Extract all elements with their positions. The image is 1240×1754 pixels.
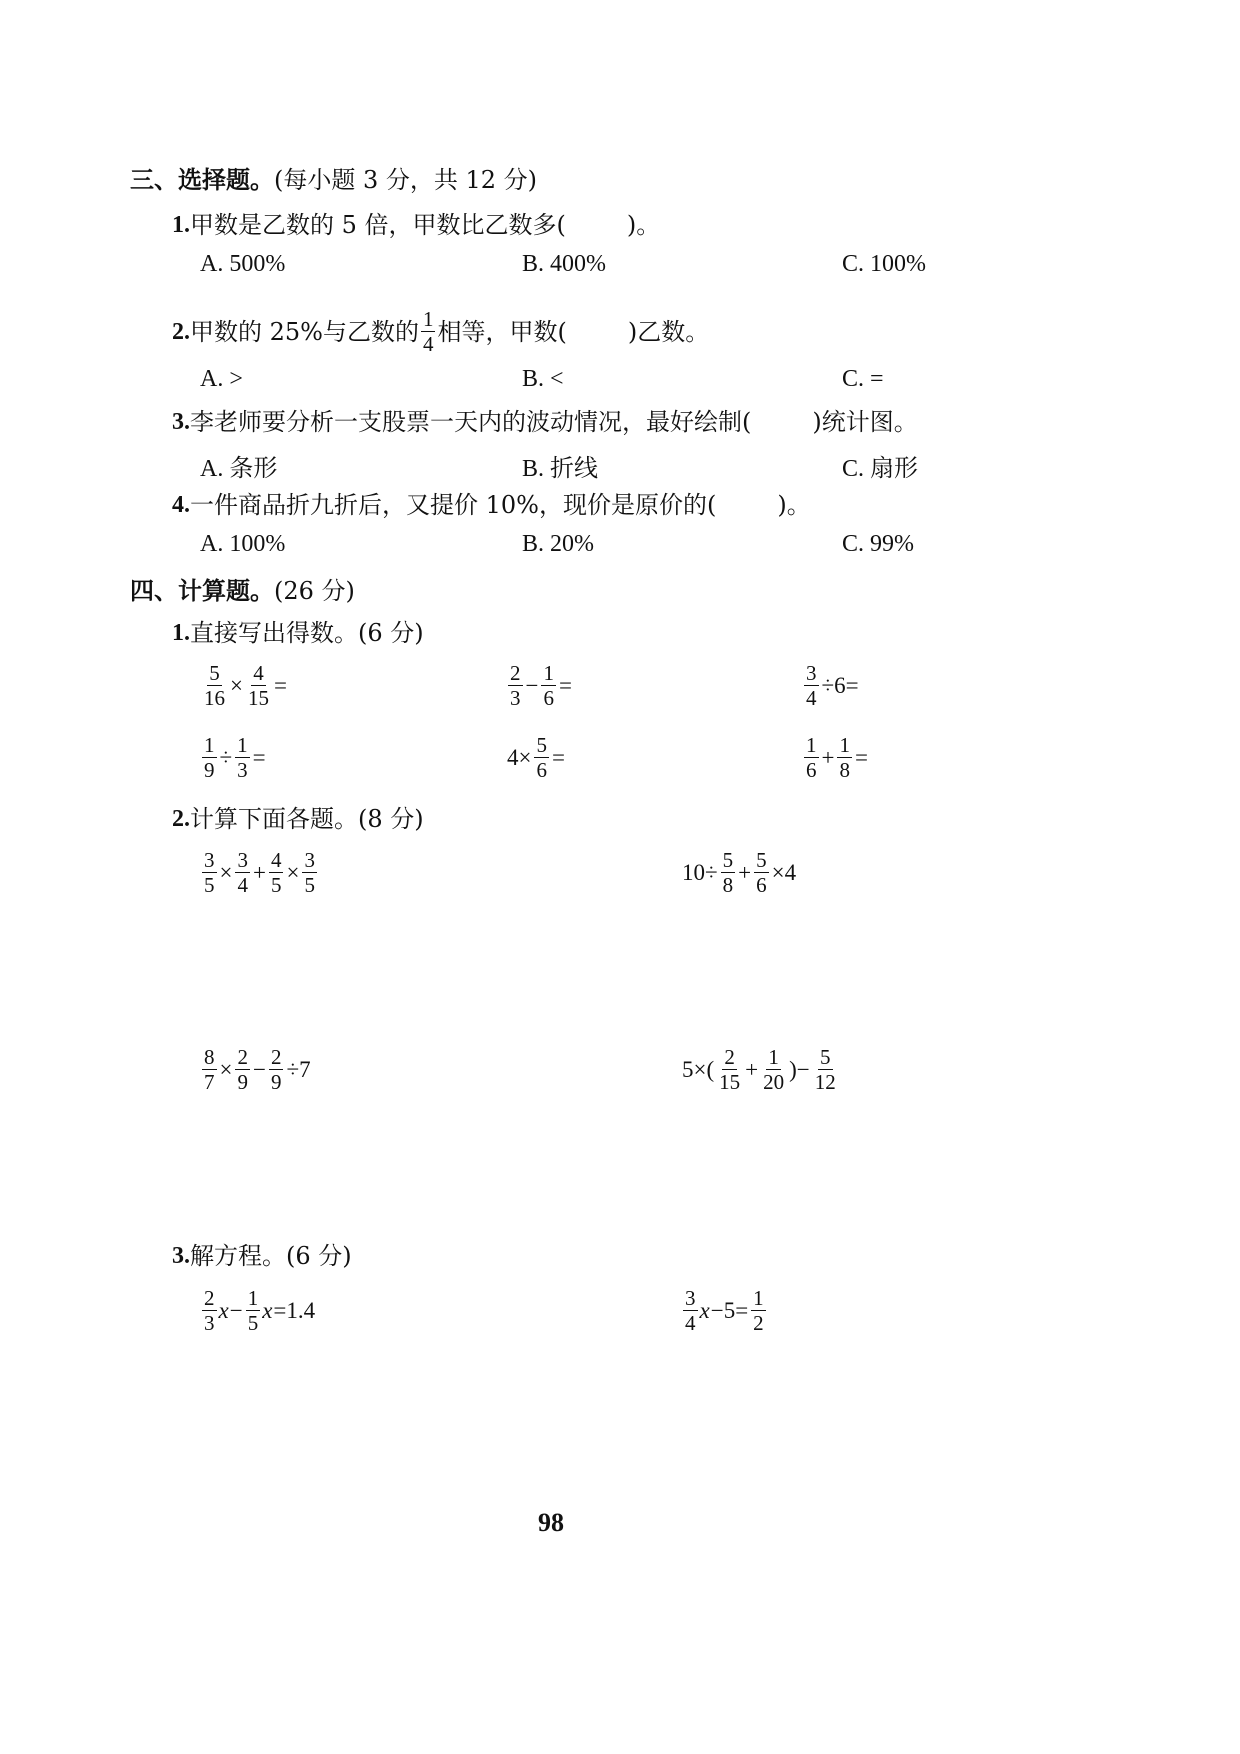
denominator: 9	[270, 1070, 282, 1094]
denominator: 5	[270, 873, 282, 897]
variable: x	[262, 1297, 273, 1323]
question-number: 3.	[172, 409, 190, 435]
sub1-expression	[506, 733, 566, 782]
numerator: 2	[510, 661, 521, 685]
denominator: 5	[204, 873, 215, 897]
numerator: 4	[270, 848, 282, 872]
numerator: 1	[768, 1045, 779, 1069]
expression-text: =	[273, 672, 287, 698]
option-a: A. 100%	[200, 531, 286, 557]
denominator: 3	[510, 686, 521, 710]
section3-heading	[130, 165, 537, 195]
sub2-title	[172, 804, 424, 834]
sub3-expression	[681, 1286, 768, 1335]
numerator: 1	[839, 733, 850, 757]
denominator: 7	[204, 1070, 215, 1094]
sub1-expression	[802, 733, 869, 782]
numerator: 2	[724, 1045, 735, 1069]
fraction	[246, 1286, 261, 1335]
option-b: B. 20%	[522, 531, 594, 557]
numerator: 1	[806, 733, 817, 757]
fraction	[269, 1045, 284, 1094]
denominator: 4	[237, 873, 248, 897]
fraction	[761, 1045, 786, 1094]
denominator: 3	[237, 758, 248, 782]
fraction	[751, 1286, 766, 1335]
fraction	[804, 661, 819, 710]
option-b: B. 折线	[522, 456, 599, 482]
fraction	[202, 733, 217, 782]
expression-text: +	[252, 859, 266, 885]
fraction	[246, 661, 271, 710]
numerator: 5	[820, 1045, 831, 1069]
denominator: 8	[722, 873, 734, 897]
numerator: 8	[204, 1045, 215, 1069]
expression-text: =	[854, 744, 868, 770]
question-3	[172, 407, 918, 437]
expression-text: ×	[286, 859, 300, 885]
fraction	[302, 848, 317, 897]
question-text	[190, 407, 918, 437]
question-number: 1.	[172, 212, 190, 238]
denominator: 6	[543, 686, 554, 710]
sub1-expression	[506, 661, 573, 710]
sub2-expression	[200, 1045, 312, 1094]
expression-text: ÷	[219, 744, 233, 770]
expression-text: 相等，甲数( )乙数。	[437, 317, 710, 346]
expression-text: 甲数的 25%与乙数的	[190, 317, 419, 346]
fraction	[508, 661, 523, 710]
expression-text: ÷6=	[821, 672, 859, 698]
question-text	[190, 307, 709, 356]
expression-text: 一件商品折九折后，又提价 10%，现价是原价的( )。	[190, 491, 811, 519]
expression-text: +	[821, 744, 835, 770]
numerator: 3	[304, 848, 315, 872]
section-title: 三、选择题。	[130, 165, 274, 194]
variable: x	[699, 1297, 710, 1323]
sub1-expression	[200, 661, 288, 710]
denominator: 6	[536, 758, 547, 782]
expression-text: 5×(	[682, 1056, 715, 1082]
denominator: 8	[839, 758, 850, 782]
question-4	[172, 490, 811, 520]
fraction	[202, 848, 217, 897]
expression-text: −5=	[710, 1297, 749, 1323]
sub2-expression	[200, 848, 319, 897]
sub-number: 1.	[172, 620, 190, 646]
sub-title: 解方程。(6 分)	[190, 1242, 352, 1270]
sub-number: 3.	[172, 1243, 190, 1269]
expression-text: −	[525, 672, 539, 698]
numerator: 1	[237, 733, 248, 757]
sub1-expression	[802, 661, 860, 710]
option-b: B. 400%	[522, 251, 606, 277]
sub-title: 直接写出得数。(6 分)	[190, 619, 424, 647]
expression-text: ×	[219, 1056, 233, 1082]
expression-text: =	[551, 744, 565, 770]
denominator: 4	[422, 332, 434, 356]
expression-text: +	[745, 1056, 759, 1082]
sub2-expression	[681, 1045, 840, 1094]
fraction	[235, 733, 250, 782]
fraction	[813, 1045, 838, 1094]
numerator: 5	[756, 848, 767, 872]
section4-heading	[130, 576, 355, 606]
sub-number: 2.	[172, 806, 190, 832]
numerator: 3	[806, 661, 817, 685]
question-1	[172, 210, 660, 240]
denominator: 3	[204, 1311, 215, 1335]
denominator: 20	[763, 1070, 785, 1094]
numerator: 2	[237, 1045, 248, 1069]
numerator: 1	[247, 1286, 259, 1310]
option-a: A. 条形	[200, 456, 278, 482]
question-number: 4.	[172, 492, 190, 518]
numerator: 3	[204, 848, 215, 872]
denominator: 6	[756, 873, 767, 897]
numerator: 1	[753, 1286, 764, 1310]
sub3-expression	[200, 1286, 316, 1335]
sub-title: 计算下面各题。(8 分)	[190, 805, 424, 833]
numerator: 4	[253, 661, 264, 685]
fraction	[534, 733, 549, 782]
expression-text: ÷7	[286, 1056, 311, 1082]
sub2-expression	[681, 848, 797, 897]
fraction	[202, 1286, 217, 1335]
denominator: 9	[204, 758, 215, 782]
numerator: 3	[685, 1286, 696, 1310]
expression-text: −	[252, 1056, 266, 1082]
numerator: 1	[422, 307, 434, 331]
option-a: A. 500%	[200, 251, 286, 277]
fraction	[837, 733, 852, 782]
numerator: 5	[209, 661, 220, 685]
fraction	[717, 1045, 742, 1094]
fraction	[683, 1286, 698, 1335]
variable: x	[218, 1297, 229, 1323]
fraction	[202, 661, 227, 710]
denominator: 5	[247, 1311, 259, 1335]
expression-text: 甲数是乙数的 5 倍，甲数比乙数多( )。	[190, 211, 661, 239]
question-number: 2.	[172, 318, 190, 345]
question-2	[172, 307, 709, 356]
option-c: C. 100%	[842, 251, 926, 277]
question-text	[190, 210, 660, 240]
denominator: 2	[753, 1311, 764, 1335]
fraction	[235, 848, 250, 897]
option-c: C. =	[842, 366, 884, 392]
expression-text: 10÷	[682, 859, 718, 885]
fraction	[754, 848, 769, 897]
denominator: 15	[247, 686, 269, 710]
expression-text: ×4	[771, 859, 797, 885]
denominator: 4	[685, 1311, 696, 1335]
expression-text: −	[229, 1297, 243, 1323]
question-text	[190, 490, 811, 520]
denominator: 6	[806, 758, 817, 782]
option-b: B. <	[522, 366, 564, 392]
fraction	[804, 733, 819, 782]
expression-text: +	[738, 859, 752, 885]
numerator: 2	[270, 1045, 282, 1069]
numerator: 2	[204, 1286, 215, 1310]
fraction	[421, 307, 436, 356]
denominator: 15	[719, 1070, 741, 1094]
expression-text: ×	[230, 672, 243, 698]
denominator: 16	[204, 686, 225, 710]
expression-text: =1.4	[273, 1297, 316, 1323]
option-c: C. 99%	[842, 531, 914, 557]
option-a: A. >	[200, 366, 243, 392]
expression-text: )−	[789, 1056, 810, 1082]
fraction	[202, 1045, 217, 1094]
expression-text: 李老师要分析一支股票一天内的波动情况，最好绘制( )统计图。	[190, 408, 918, 436]
section-title: 四、计算题。	[130, 576, 274, 605]
fraction	[269, 848, 284, 897]
expression-text: =	[252, 744, 266, 770]
option-c: C. 扇形	[842, 456, 919, 482]
expression-text: 4×	[507, 744, 532, 770]
numerator: 1	[204, 733, 215, 757]
sub1-title	[172, 618, 424, 648]
section-score: (每小题 3 分，共 12 分)	[274, 166, 538, 194]
denominator: 12	[814, 1070, 836, 1094]
numerator: 1	[543, 661, 554, 685]
denominator: 4	[806, 686, 817, 710]
numerator: 5	[722, 848, 734, 872]
section-score: (26 分)	[274, 577, 355, 605]
fraction	[235, 1045, 250, 1094]
page-number: 98	[538, 1508, 564, 1537]
numerator: 5	[536, 733, 547, 757]
sub3-title	[172, 1241, 352, 1271]
fraction	[541, 661, 556, 710]
sub1-expression	[200, 733, 267, 782]
numerator: 3	[237, 848, 248, 872]
fraction	[721, 848, 736, 897]
expression-text: =	[558, 672, 572, 698]
expression-text: ×	[219, 859, 233, 885]
denominator: 9	[237, 1070, 248, 1094]
denominator: 5	[304, 873, 315, 897]
